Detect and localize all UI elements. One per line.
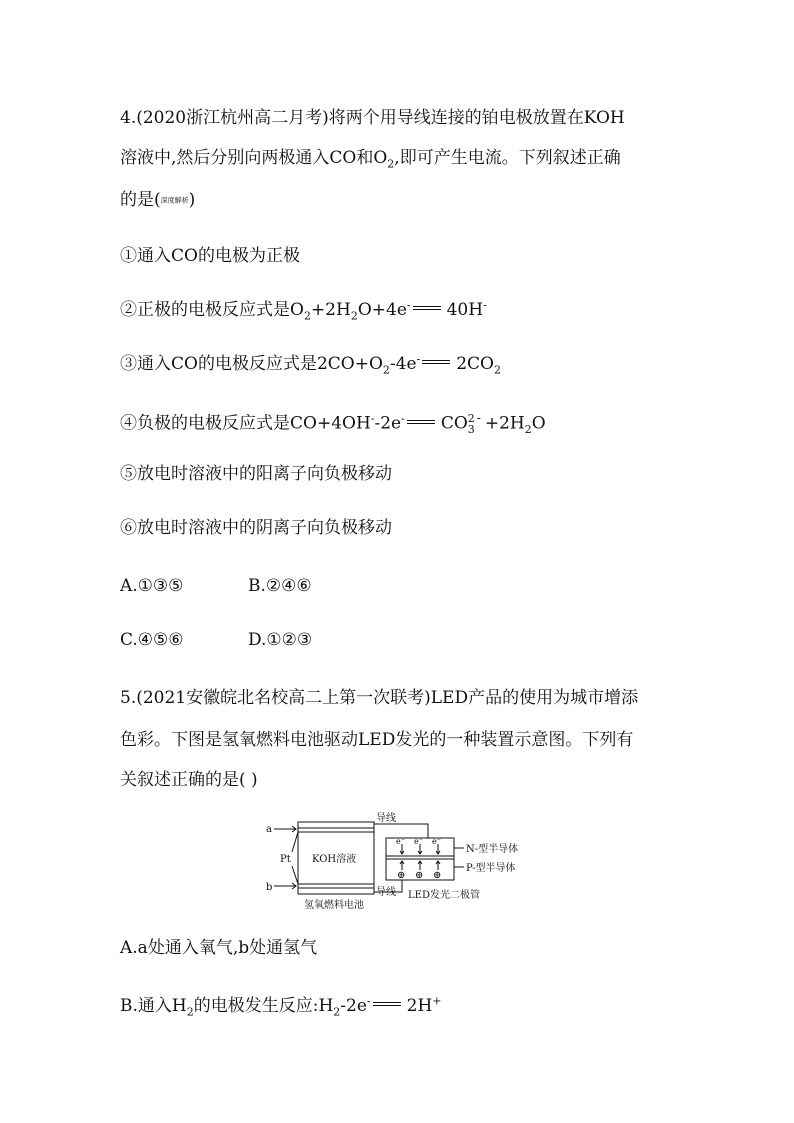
label-pt: Pt [280,854,291,865]
q4-statement-4: ④负极的电极反应式是CO+4OH--2e- CO 2 3 $^- +2H_2O$ [120,411,546,437]
hole-label: ⊕ [397,870,406,881]
q4-statement-2: ②正极的电极反应式是$O_2+2H_2O+4e^-$ 40H- [120,298,487,323]
label-koh: KOH溶液 [312,854,357,865]
label-p-type: P-型半导体 [466,863,516,874]
q4-option-d[interactable]: D.①②③ [248,630,313,650]
fuel-cell-led-diagram [262,812,532,912]
label-a: a [266,824,272,835]
label-led: LED发光二极管 [408,890,480,901]
label-wire-bottom: 导线 [376,887,396,898]
q5-stem-line3: 关叙述正确的是( ) [120,770,258,790]
equals-sign [422,360,450,364]
hole-label: ⊕ [433,870,442,881]
label-wire-top: 导线 [376,813,396,824]
q4-statement-3: ③通入CO的电极反应式是$2CO+O_2-4e^-$ $2CO_2$ [120,352,501,377]
electron-label: e⁻ [432,837,441,846]
label-n-type: N-型半导体 [466,844,519,855]
q4-option-b[interactable]: B.②④⑥ [248,576,312,596]
q4-option-a[interactable]: A.①③⑤ [120,576,184,596]
q4-options-row2 [120,628,376,652]
equals-sign [413,306,441,310]
q4-options-row1 [120,574,376,598]
q4-option-c[interactable]: C.④⑤⑥ [120,630,184,650]
top-wire [374,824,428,838]
q5-stem-line1: 5.(2021安徽皖北名校高二上第一次联考)LED产品的使用为城市增添 [120,688,639,708]
electron-label: e⁻ [396,837,405,846]
equals-sign [407,420,435,424]
q5-stem-line2: 色彩。下图是氢氧燃料电池驱动LED发光的一种装置示意图。下列有 [120,730,634,750]
q4-statement-1: ①通入CO的电极为正极 [120,246,300,266]
equals-sign [373,1002,401,1006]
carbonate-ion-scripts: 2 3 [467,412,475,437]
q4-stem-line2: 溶液中,然后分别向两极通入CO和$O_2$,即可产生电流。下列叙述正确 [120,148,621,171]
electron-label: e⁻ [414,837,423,846]
q4-statement-6: ⑥放电时溶液中的阴离子向负极移动 [120,518,392,538]
q4-stem-line1: 4.(2020浙江杭州高二月考)将两个用导线连接的铂电极放置在KOH [120,108,625,128]
q5-option-a[interactable]: A.a处通入氧气,b处通氢气 [120,938,318,958]
q4-stem-line3: 的是(深度解析) [120,190,196,210]
label-b: b [266,882,273,893]
hole-label: ⊕ [415,870,424,881]
q5-option-b[interactable]: B.通入$H_2$的电极发生反应$:H_2-2e^-$ 2H+ [120,994,442,1019]
label-cell: 氢氧燃料电池 [304,900,364,911]
depth-analysis-tag: 深度解析 [160,196,189,205]
q4-statement-5: ⑤放电时溶液中的阳离子向负极移动 [120,464,392,484]
